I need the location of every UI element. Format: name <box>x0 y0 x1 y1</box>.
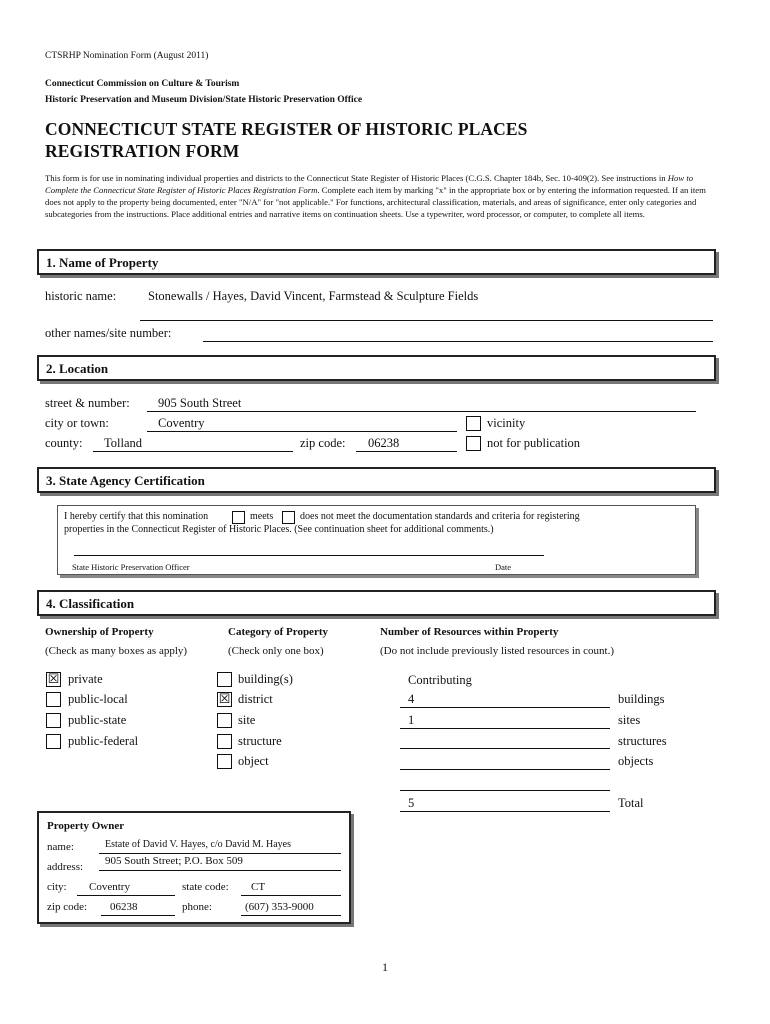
date-label: Date <box>495 562 512 572</box>
intro-instructions: This form is for use in nominating individual properties and districts to the Connecticut State Register of Historic Places (C.G.S. Chapter 184b, Sec. 10-409(2). See instructions in How to Complete the Connecticut State Register of Historic Places Registration Form. Complete each item by marking "x" in the appropriate box or by entering the information requested. If an item does not apply to the property being documented, enter "N/A" for "not applicable." For functions, architectural classification, materials, and areas of significance, enter only categories and subcategories from the instructions. Place additional entries and narrative items on continuation sheets. Use a typewriter, word processor, or computer, to complete all items. <box>45 173 706 219</box>
sites-count-field[interactable]: 1 <box>408 713 415 727</box>
signature-line[interactable] <box>74 555 544 556</box>
private-checkbox[interactable]: ☒ <box>47 672 60 687</box>
owner-city-field[interactable]: Coventry <box>89 881 130 893</box>
other-names-label: other names/site number: <box>45 326 172 340</box>
owner-state-label: state code: <box>182 881 229 893</box>
resources-note: (Do not include previously listed resources in count.) <box>380 645 615 657</box>
street-underline <box>147 411 696 412</box>
historic-name-label: historic name: <box>45 289 117 303</box>
objects-count-label: objects <box>618 754 654 768</box>
ownership-note: (Check as many boxes as apply) <box>45 645 188 657</box>
owner-state-field[interactable]: CT <box>251 881 266 893</box>
owner-name-underline <box>99 853 341 854</box>
street-label: street & number: <box>45 396 130 410</box>
total-label: Total <box>618 796 644 810</box>
structure-label: structure <box>238 734 282 748</box>
owner-zip-underline <box>101 915 175 916</box>
cert-text-part1: I hereby certify that this nomination <box>64 511 209 522</box>
section-1-header: 1. Name of Property <box>37 249 716 275</box>
city-underline <box>147 431 457 432</box>
section-4-header: 4. Classification <box>37 590 716 616</box>
owner-phone-label: phone: <box>182 901 212 913</box>
site-label: site <box>238 713 256 727</box>
total-separator <box>400 790 610 791</box>
public-local-checkbox[interactable] <box>46 692 61 707</box>
street-field[interactable]: 905 South Street <box>158 396 242 410</box>
certification-box <box>57 505 696 575</box>
city-field[interactable]: Coventry <box>158 416 205 430</box>
cert-text-line2: properties in the Connecticut Register of Historic Places. (See continuation sheet for additional comments.) <box>64 524 494 535</box>
buildings-count-label: buildings <box>618 692 665 706</box>
owner-zip-label: zip code: <box>47 901 88 913</box>
page-number: 1 <box>382 960 388 974</box>
owner-name-field[interactable]: Estate of David V. Hayes, c/o David M. Hayes <box>105 839 291 850</box>
owner-state-underline <box>241 895 341 896</box>
other-names-underline <box>203 341 713 342</box>
zip-underline <box>356 451 457 452</box>
public-federal-label: public-federal <box>68 734 139 748</box>
category-heading: Category of Property <box>228 626 328 638</box>
meets-checkbox[interactable] <box>232 511 245 524</box>
objects-count-underline <box>400 769 610 770</box>
total-count-field[interactable]: 5 <box>408 796 415 810</box>
cert-text-part2: does not meet the documentation standards and criteria for registering <box>300 511 580 522</box>
public-state-checkbox[interactable] <box>46 713 61 728</box>
section-3-header: 3. State Agency Certification <box>37 467 716 493</box>
page-subtitle: REGISTRATION FORM <box>45 141 240 161</box>
owner-address-field[interactable]: 905 South Street; P.O. Box 509 <box>105 855 243 867</box>
district-label: district <box>238 692 273 706</box>
not-for-publication-label: not for publication <box>487 436 581 450</box>
officer-label: State Historic Preservation Officer <box>72 562 190 572</box>
owner-heading: Property Owner <box>47 820 125 832</box>
page-title: CONNECTICUT STATE REGISTER OF HISTORIC PLACES <box>45 119 528 139</box>
owner-phone-field[interactable]: (607) 353-9000 <box>245 901 314 913</box>
historic-name-underline <box>140 320 713 321</box>
structure-checkbox[interactable] <box>217 734 232 749</box>
county-label: county: <box>45 436 83 450</box>
vicinity-checkbox[interactable] <box>466 416 481 431</box>
city-label: city or town: <box>45 416 109 430</box>
site-checkbox[interactable] <box>217 713 232 728</box>
county-field[interactable]: Tolland <box>104 436 143 450</box>
county-underline <box>93 451 293 452</box>
agency-name: Connecticut Commission on Culture & Tourism <box>45 79 240 89</box>
district-checkbox[interactable]: ☒ <box>218 692 231 707</box>
property-owner-box <box>37 811 351 924</box>
zip-label: zip code: <box>300 436 346 450</box>
public-state-label: public-state <box>68 713 127 727</box>
division-name: Historic Preservation and Museum Division/State Historic Preservation Office <box>45 95 363 105</box>
buildings-label: building(s) <box>238 672 293 686</box>
vicinity-label: vicinity <box>487 416 526 430</box>
historic-name-field[interactable]: Stonewalls / Hayes, David Vincent, Farmstead & Sculpture Fields <box>148 289 479 303</box>
category-note: (Check only one box) <box>228 645 324 657</box>
owner-city-underline <box>77 895 175 896</box>
meets-label: meets <box>250 511 274 522</box>
contributing-label: Contributing <box>408 673 472 687</box>
zip-field[interactable]: 06238 <box>368 436 400 450</box>
section-2-header: 2. Location <box>37 355 716 381</box>
buildings-checkbox[interactable] <box>217 672 232 687</box>
form-id: CTSRHP Nomination Form (August 2011) <box>45 51 209 61</box>
total-count-underline <box>400 811 610 812</box>
private-label: private <box>68 672 103 686</box>
buildings-count-underline <box>400 707 610 708</box>
does-not-meet-checkbox[interactable] <box>282 511 295 524</box>
object-label: object <box>238 754 269 768</box>
owner-zip-field[interactable]: 06238 <box>110 901 138 913</box>
resources-heading: Number of Resources within Property <box>380 626 559 638</box>
sites-count-underline <box>400 728 610 729</box>
structures-count-underline <box>400 748 610 749</box>
owner-name-label: name: <box>47 841 74 853</box>
object-checkbox[interactable] <box>217 754 232 769</box>
ownership-heading: Ownership of Property <box>45 626 154 638</box>
structures-count-label: structures <box>618 734 667 748</box>
public-local-label: public-local <box>68 692 128 706</box>
owner-address-label: address: <box>47 861 84 873</box>
sites-count-label: sites <box>618 713 641 727</box>
not-for-publication-checkbox[interactable] <box>466 436 481 451</box>
buildings-count-field[interactable]: 4 <box>408 692 415 706</box>
owner-address-underline <box>99 870 341 871</box>
owner-phone-underline <box>241 915 341 916</box>
public-federal-checkbox[interactable] <box>46 734 61 749</box>
owner-city-label: city: <box>47 881 67 893</box>
